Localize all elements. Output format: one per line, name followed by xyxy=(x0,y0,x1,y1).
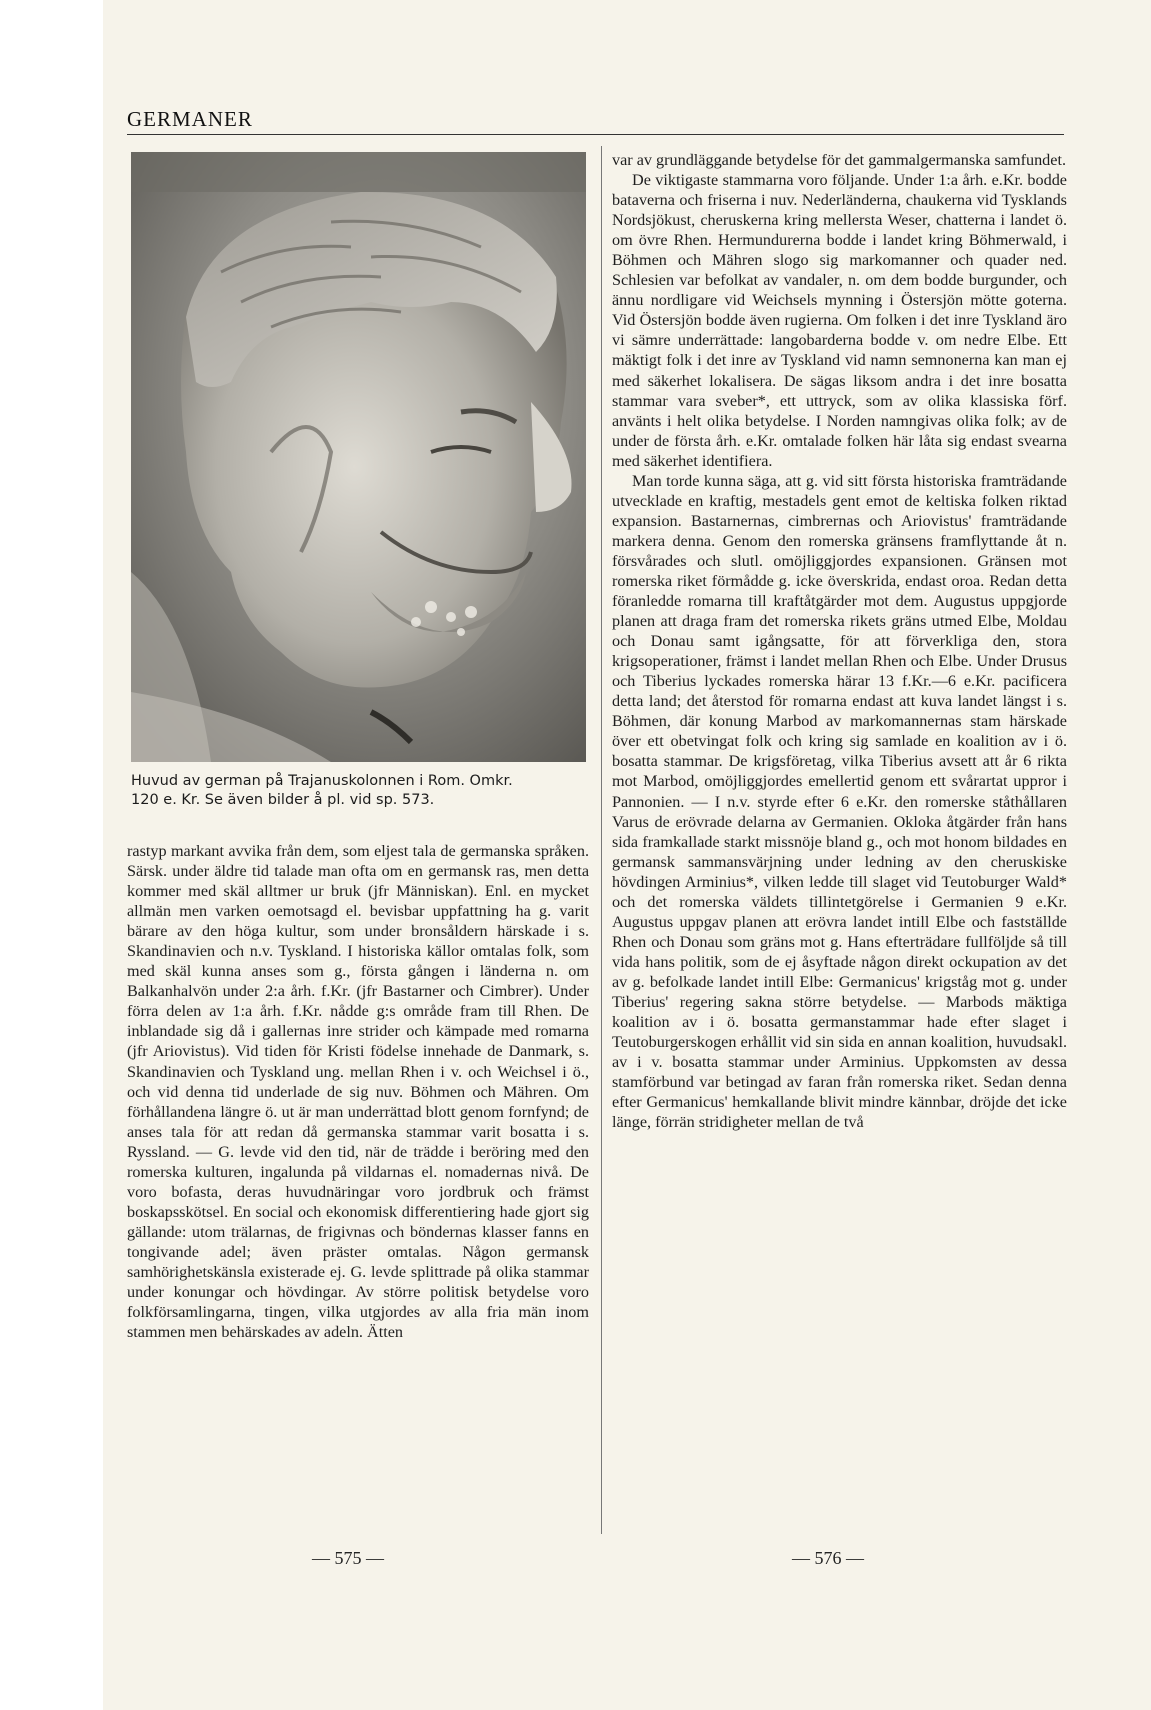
caption-line-2: 120 e. Kr. Se även bilder å pl. vid sp. 573. xyxy=(131,792,435,808)
right-paragraph-3: Man torde kunna säga, att g. vid sitt första historiska framträdande utvecklade en kraftig, mestadels gent emot de keltiska folken riktad expansion. Bastarnernas, cimbrernas och Ariovistus' framträdande markera denna. Genom den romerska gränsens framflyttande åt n. försvårades och slutl. omöjliggjordes expansionen. Gränsen mot romerska riket förmådde g. icke överskrida, endast oroa. Redan detta föranledde romarna till kraftåtgärder mot dem. Augustus uppgjorde planen att draga fram det romerska rikets gräns utmed Elbe, Moldau och Donau samt igångsatte, för att förverkliga den, stora krigsoperationer, främst i landet mellan Rhen och Elbe. Under Drusus och Tiberius lyckades romerska härar 13 f.Kr.—6 e.Kr. pacificera detta land; det återstod för romarna endast att kuva landet längst i s. Böhmen, där konung Marbod av markomannernas stam härskade över ett obetvingat folk och kring sig samlade en koalition av i ö. bosatta stammar. De krigsföretag, vilka Tiberius avsett att år 6 rikta mot Marbod, omöjliggjordes emellertid genom ett svårartat uppror i Pannonien. — I n.v. styrde efter 6 e.Kr. den romerske ståthållaren Varus de erövrade delarna av Germanien. Okloka åtgärder från hans sida framkallade starkt missnöje bland g., och mot honom bildades en germansk sammansvärjning under ledning av den cheruskiske hövdingen Arminius*, vilken ledde till slaget vid Teutoburger Wald* och det romerska väldets tillintetgörelse i Germanien 9 e.Kr. Augustus uppgav planen att erövra landet intill Elbe och fastställde Rhen och Donau som gräns mot g. Hans efterträdare fullföljde så till vida hans politik, som de ej åsyftade någon direkt ockupation av det av g. befolkade landet intill Elbe: Germanicus' krigståg mot g. under Tiberius' regering sakna större betydelse. — Marbods mäktiga koalition av i ö. bosatta germanstammar hade efter slaget i Teutoburgerskogen erhållit vid sin sida en annan koalition, huvudsakl. av i v. bosatta stammar under Arminius. Uppkomsten av dessa stamförbund var betingad av faran från romerska riket. Sedan denna efter Germanicus' hemkallande blivit mindre kännbar, dröjde det icke länge, förrän stridigheter mellan de två xyxy=(612,471,1067,1132)
right-paragraph-2: De viktigaste stammarna voro följande. Under 1:a årh. e.Kr. bodde bataverna och friserna i nuv. Nederländerna, chaukerna vid Tysklands Nordsjökust, cheruskerna kring mellersta Weser, chatterna i landet ö. om övre Rhen. Hermundurerna bodde i landet kring Böhmerwald, i Böhmen och Mähren slogo sig markomanner och quader ned. Schlesien var befolkat av vandaler, n. om dem bodde burgunder, och ännu nordligare vid Weichsels mynning i Östersjön mötte goterna. Vid Östersjön bodde även rugierna. Om folken i det inre Tyskland äro vi sämre underrättade: langobarderna bodde v. om nedre Elbe. Ett mäktigt folk i det inre av Tyskland vid namn semnonerna kan man ej med säkerhet lokalisera. De sägas liksom andra i det inre bosatta stammar vara sveber*, ett uttryck, som av olika klassiska förf. använts i helt olika betydelse. I Norden namngivas olika folk; av de under de första årh. e.Kr. omtalade folken här låta sig endast svearna med säkerhet identifiera. xyxy=(612,171,1067,470)
right-paragraph-1: var av grundläggande betydelse för det gammalgermanska samfundet. xyxy=(612,151,1066,169)
left-column-text xyxy=(127,841,589,1531)
left-paragraph: rastyp markant avvika från dem, som eljest tala de germanska språken. Särsk. under äldre tid talade man ofta om en germansk ras, men detta kommer med skäl alltmer ur bruk (jfr Människan). Enl. en mycket allmän men varken oemotsagd el. bevisbar uppfattning ha g. varit bärare av den höga kultur, som under bronsåldern härskade i s. Skandinavien och n.v. Tyskland. I historiska källor omtalas folk, som med skäl kunna anses som g., första gången i länderna n. om Balkanhalvön under 2:a årh. f.Kr. (jfr Bastarner och Cimbrer). Under förra delen av 1:a årh. f.Kr. nådde g:s område fram till Rhen. De inblandade sig då i gallernas inre strider och kämpade med romarna (jfr Ariovistus). Vid tiden för Kristi födelse innehade de Danmark, s. Skandinavien och Tyskland ung. mellan Rhen i v. och Weichsel i ö., och vid denna tid underlade de sig nuv. Böhmen och Mähren. Om förhållandena längre ö. ut är man underrättad blott genom fornfynd; de anses tala för att redan då germanska stammar varit bosatta i s. Ryssland. — G. levde vid den tid, när de trädde i beröring med den romerska kulturen, ingalunda på vildarnas el. nomadernas nivå. De voro bofasta, deras huvudnäringar voro jordbruk och främst boskapsskötsel. En social och ekonomisk differentiering hade gjort sig gällande: utom trälarnas, de frigivnas och böndernas klasser fanns en tongivande adel; även präster omtalas. Någon germansk samhörighetskänsla existerade ej. G. levde splittrade på olika stammar under konungar och hövdingar. Av större politisk betydelse voro folkförsamlingarna, tingen, vilka utgjordes av alla fria män inom stammen men behärskades av adeln. Ätten xyxy=(127,842,589,1342)
running-head: GERMANER xyxy=(127,107,253,131)
header-rule xyxy=(127,134,1064,135)
page-number-left: — 575 — xyxy=(312,1548,384,1568)
relief-head-image xyxy=(131,152,586,762)
page-number-right: — 576 — xyxy=(792,1548,864,1568)
relief-head-illustration xyxy=(131,152,586,762)
caption-line-1: Huvud av german på Trajanuskolonnen i Rom. Omkr. xyxy=(131,773,513,789)
figure-caption xyxy=(131,772,586,810)
column-divider xyxy=(601,146,602,1534)
right-column-text xyxy=(612,150,1067,1540)
